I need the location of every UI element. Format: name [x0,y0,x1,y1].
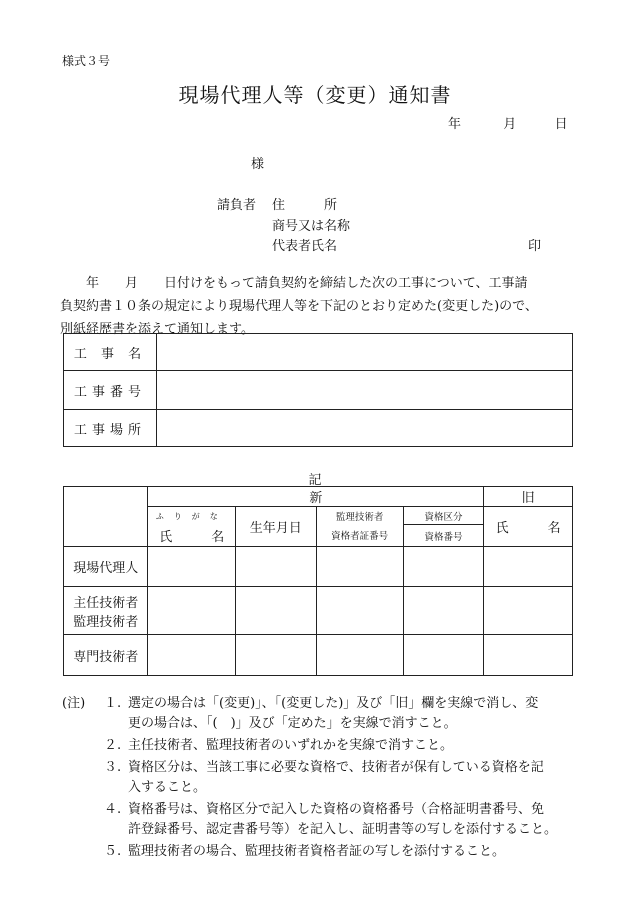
input-cell[interactable] [316,635,403,676]
note-number: ４. [104,802,122,817]
table-row [64,371,573,410]
corner-cell [64,487,148,547]
table-row [64,410,573,447]
work-info-table [63,333,573,447]
input-cell[interactable] [236,587,316,635]
input-cell[interactable] [236,635,316,676]
representative-label: 代表者氏名 [272,239,338,254]
input-cell[interactable] [316,587,403,635]
note-text: 主任技術者、監理技術者のいずれかを実線で消すこと。 [128,738,454,753]
work-name-field[interactable] [157,334,573,371]
table-row [64,635,573,676]
date-day: 日 [554,117,568,132]
work-location-field[interactable] [157,410,573,447]
old-header: 旧 [484,487,573,507]
body-line: 別紙経歴書を添えて通知します。 [60,322,254,337]
role-specialist-engineer: 専門技術者 [64,635,148,676]
seal-mark: 印 [528,239,542,254]
input-cell[interactable] [148,587,236,635]
name-header: 氏 名 [148,525,236,547]
birthdate-header: 生年月日 [236,507,316,547]
notes-label: (注) [62,696,86,711]
work-number-field[interactable] [157,371,573,410]
form-number: 様式３号 [62,54,111,68]
old-name-header: 氏 名 [484,507,573,547]
note-number: ５. [104,844,122,859]
input-cell[interactable] [236,547,316,587]
document-title: 現場代理人等（変更）通知書 [178,83,452,107]
table-row [64,587,573,635]
role-site-agent: 現場代理人 [64,547,148,587]
new-header: 新 [148,487,484,507]
role-chief-supervising-engineer [64,587,148,635]
note-number: ２. [104,738,122,753]
body-line: 年 月 日付けをもって請負契約を締結した次の工事について、工事請 [60,276,528,291]
company-label: 商号又は名称 [272,219,351,234]
date-month: 月 [503,117,517,132]
input-cell[interactable] [403,587,483,635]
role-supervising-engineer: 監理技術者 [73,614,139,630]
table-row [64,487,573,507]
supervisor-cert-header-bottom: 資格者証番号 [316,525,403,547]
input-cell[interactable] [484,547,573,587]
role-chief-engineer: 主任技術者 [73,595,139,611]
input-cell[interactable] [484,635,573,676]
work-location-label: 工事場所 [64,410,157,447]
table-row [64,334,573,371]
note-text: 選定の場合は「(変更)」、「(変更した)」及び「旧」欄を実線で消し、変 [128,696,539,711]
input-cell[interactable] [403,547,483,587]
body-line: 負契約書１０条の規定により現場代理人等を下記のとおり定めた(変更した)ので、 [60,299,538,314]
date-line [448,113,568,132]
input-cell[interactable] [148,547,236,587]
supervisor-cert-header-top: 監理技術者 [316,507,403,525]
note-text: 監理技術者の場合、監理技術者資格者証の写しを添付すること。 [128,844,506,859]
note-number: １. [104,696,122,711]
work-number-label: 工事番号 [64,371,157,410]
note-text: 入すること。 [128,780,207,795]
address-label: 住 所 [272,198,338,213]
note-text: 更の場合は、「( )」及び「定めた」を実線で消すこと。 [128,716,457,731]
furigana-label: ふりがな [148,507,236,525]
addressee-suffix: 様 [251,157,265,172]
note-text: 資格番号は、資格区分で記入した資格の資格番号（合格証明書番号、免 [128,802,545,817]
note-text: 資格区分は、当該工事に必要な資格で、技術者が保有している資格を記 [128,760,544,775]
note-number: ３. [104,760,122,775]
note-text: 許登録番号、認定書番号等）を記入し、証明書等の写しを添付すること。 [128,822,558,837]
table-row [64,547,573,587]
work-name-label: 工 事 名 [64,334,157,371]
input-cell[interactable] [148,635,236,676]
notice-body [60,272,570,341]
input-cell[interactable] [403,635,483,676]
qualification-class-header: 資格区分 [403,507,483,525]
qualification-number-header: 資格番号 [403,525,483,547]
personnel-table [63,486,573,676]
input-cell[interactable] [484,587,573,635]
ki-heading: 記 [308,473,322,488]
contractor-label: 請負者 [217,198,257,213]
input-cell[interactable] [316,547,403,587]
date-year: 年 [448,117,462,132]
